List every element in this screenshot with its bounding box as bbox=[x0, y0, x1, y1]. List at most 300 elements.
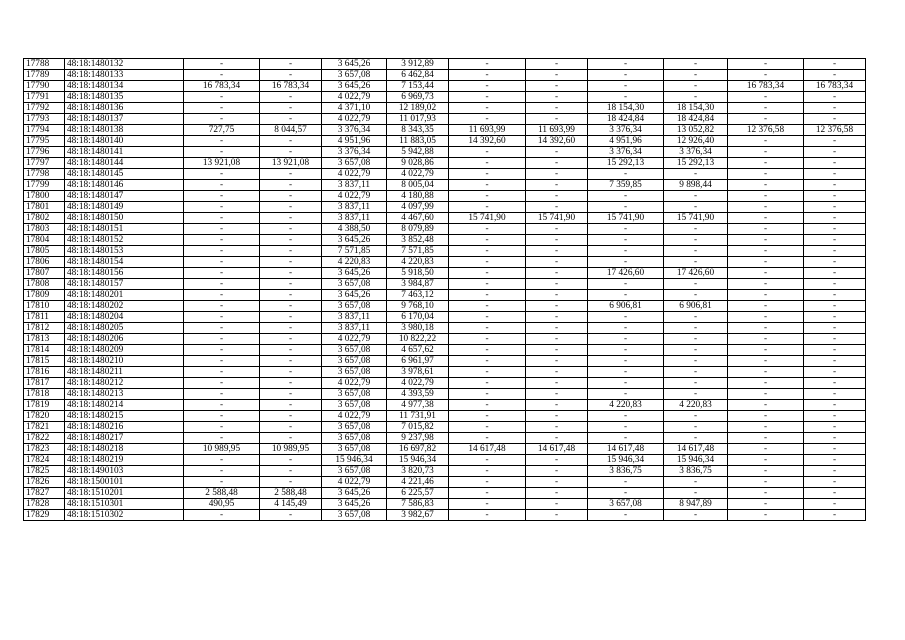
table-cell: - bbox=[804, 246, 866, 257]
table-cell: - bbox=[804, 400, 866, 411]
table-row bbox=[24, 257, 866, 268]
table-cell: - bbox=[804, 180, 866, 191]
table-cell: - bbox=[260, 433, 322, 444]
table-row bbox=[24, 158, 866, 169]
table-cell: - bbox=[449, 400, 526, 411]
table-cell: 17826 bbox=[24, 477, 65, 488]
table-cell: 16 697,82 bbox=[387, 444, 449, 455]
table-cell: 17823 bbox=[24, 444, 65, 455]
table-cell: - bbox=[728, 444, 804, 455]
table-row bbox=[24, 378, 866, 389]
table-cell: 48:18:1480134 bbox=[65, 81, 184, 92]
table-cell: 18 154,30 bbox=[664, 103, 728, 114]
table-cell: 7 153,44 bbox=[387, 81, 449, 92]
table-cell: 4 371,10 bbox=[322, 103, 387, 114]
table-row bbox=[24, 389, 866, 400]
table-cell: - bbox=[449, 356, 526, 367]
table-cell: - bbox=[449, 367, 526, 378]
table-cell: - bbox=[260, 169, 322, 180]
table-cell: - bbox=[804, 411, 866, 422]
table-row bbox=[24, 213, 866, 224]
table-row bbox=[24, 246, 866, 257]
table-cell: 17 426,60 bbox=[588, 268, 664, 279]
table-cell: - bbox=[260, 246, 322, 257]
table-row bbox=[24, 477, 866, 488]
table-cell: 3 836,75 bbox=[588, 466, 664, 477]
table-cell: - bbox=[664, 389, 728, 400]
table-cell: - bbox=[804, 103, 866, 114]
table-cell: 17794 bbox=[24, 125, 65, 136]
table-cell: 14 617,48 bbox=[526, 444, 588, 455]
table-cell: 6 906,81 bbox=[588, 301, 664, 312]
table-cell: - bbox=[664, 367, 728, 378]
table-row bbox=[24, 147, 866, 158]
table-cell: - bbox=[588, 367, 664, 378]
table-cell: 17829 bbox=[24, 510, 65, 521]
table-cell: - bbox=[260, 224, 322, 235]
table-cell: - bbox=[184, 257, 260, 268]
table-cell: - bbox=[260, 202, 322, 213]
table-row bbox=[24, 81, 866, 92]
table-cell: - bbox=[804, 114, 866, 125]
table-cell: - bbox=[804, 59, 866, 70]
table-cell: - bbox=[804, 301, 866, 312]
table-cell: - bbox=[184, 180, 260, 191]
table-cell: - bbox=[664, 70, 728, 81]
table-cell: 17813 bbox=[24, 334, 65, 345]
table-row bbox=[24, 235, 866, 246]
table-cell: 48:18:1480156 bbox=[65, 268, 184, 279]
table-cell: 15 292,13 bbox=[588, 158, 664, 169]
table-cell: 48:18:1480209 bbox=[65, 345, 184, 356]
table-cell: 48:18:1480145 bbox=[65, 169, 184, 180]
data-table bbox=[23, 58, 866, 521]
table-cell: - bbox=[260, 103, 322, 114]
table-cell: 6 961,97 bbox=[387, 356, 449, 367]
table-cell: - bbox=[804, 334, 866, 345]
table-cell: - bbox=[449, 180, 526, 191]
table-cell: - bbox=[728, 356, 804, 367]
table-cell: - bbox=[449, 334, 526, 345]
table-cell: - bbox=[588, 411, 664, 422]
table-cell: - bbox=[260, 92, 322, 103]
table-cell: - bbox=[588, 246, 664, 257]
table-cell: - bbox=[728, 367, 804, 378]
table-cell: - bbox=[526, 433, 588, 444]
table-cell: 4 388,50 bbox=[322, 224, 387, 235]
table-cell: - bbox=[526, 323, 588, 334]
table-cell: - bbox=[449, 202, 526, 213]
table-cell: - bbox=[728, 70, 804, 81]
table-cell: 4 022,79 bbox=[322, 334, 387, 345]
table-cell: - bbox=[728, 257, 804, 268]
table-cell: 3 657,08 bbox=[322, 367, 387, 378]
table-cell: - bbox=[664, 411, 728, 422]
table-cell: - bbox=[804, 455, 866, 466]
table-cell: - bbox=[728, 477, 804, 488]
table-cell: 48:18:1480140 bbox=[65, 136, 184, 147]
table-cell: 4 221,46 bbox=[387, 477, 449, 488]
table-row bbox=[24, 301, 866, 312]
table-cell: - bbox=[804, 213, 866, 224]
table-cell: - bbox=[664, 356, 728, 367]
table-cell: - bbox=[260, 334, 322, 345]
table-cell: 4 022,79 bbox=[322, 92, 387, 103]
table-cell: - bbox=[588, 312, 664, 323]
table-cell: 15 946,34 bbox=[588, 455, 664, 466]
table-cell: - bbox=[804, 235, 866, 246]
table-cell: 48:18:1480212 bbox=[65, 378, 184, 389]
table-cell: 14 617,48 bbox=[664, 444, 728, 455]
table-cell: 3 912,89 bbox=[387, 59, 449, 70]
table-cell: 17803 bbox=[24, 224, 65, 235]
table-cell: 3 978,61 bbox=[387, 367, 449, 378]
table-cell: - bbox=[728, 301, 804, 312]
table-cell: 9 237,98 bbox=[387, 433, 449, 444]
table-row bbox=[24, 136, 866, 147]
table-cell: - bbox=[728, 268, 804, 279]
table-row bbox=[24, 400, 866, 411]
table-cell: - bbox=[184, 510, 260, 521]
table-cell: 48:18:1480137 bbox=[65, 114, 184, 125]
table-cell: 3 984,87 bbox=[387, 279, 449, 290]
table-cell: - bbox=[449, 158, 526, 169]
table-cell: - bbox=[449, 103, 526, 114]
table-cell: 4 220,83 bbox=[664, 400, 728, 411]
table-cell: - bbox=[260, 510, 322, 521]
table-cell: - bbox=[260, 279, 322, 290]
table-cell: 48:18:1480202 bbox=[65, 301, 184, 312]
table-cell: 48:18:1480141 bbox=[65, 147, 184, 158]
table-cell: 9 898,44 bbox=[664, 180, 728, 191]
table-cell: - bbox=[728, 323, 804, 334]
table-cell: - bbox=[184, 455, 260, 466]
table-cell: - bbox=[449, 224, 526, 235]
table-cell: - bbox=[526, 510, 588, 521]
table-cell: - bbox=[664, 191, 728, 202]
table-cell: - bbox=[588, 202, 664, 213]
table-cell: - bbox=[449, 323, 526, 334]
table-row bbox=[24, 290, 866, 301]
table-cell: - bbox=[260, 378, 322, 389]
table-cell: - bbox=[664, 202, 728, 213]
table-cell: - bbox=[526, 499, 588, 510]
table-row bbox=[24, 202, 866, 213]
table-cell: - bbox=[728, 378, 804, 389]
table-cell: 48:18:1480216 bbox=[65, 422, 184, 433]
table-cell: - bbox=[184, 147, 260, 158]
table-cell: 48:18:1480206 bbox=[65, 334, 184, 345]
table-cell: - bbox=[260, 136, 322, 147]
table-cell: 3 982,67 bbox=[387, 510, 449, 521]
table-cell: - bbox=[728, 389, 804, 400]
table-cell: - bbox=[449, 488, 526, 499]
table-cell: - bbox=[804, 389, 866, 400]
table-cell: - bbox=[184, 114, 260, 125]
table-cell: - bbox=[260, 323, 322, 334]
table-cell: - bbox=[588, 279, 664, 290]
table-cell: 12 189,02 bbox=[387, 103, 449, 114]
table-cell: 15 292,13 bbox=[664, 158, 728, 169]
table-cell: 48:18:1480133 bbox=[65, 70, 184, 81]
table-cell: - bbox=[588, 510, 664, 521]
table-cell: 14 392,60 bbox=[449, 136, 526, 147]
table-cell: - bbox=[804, 312, 866, 323]
table-cell: 3 837,11 bbox=[322, 202, 387, 213]
table-cell: - bbox=[526, 488, 588, 499]
table-cell: 13 921,08 bbox=[184, 158, 260, 169]
table-cell: 48:18:1510301 bbox=[65, 499, 184, 510]
table-cell: - bbox=[526, 356, 588, 367]
table-cell: - bbox=[526, 422, 588, 433]
table-cell: - bbox=[728, 114, 804, 125]
table-cell: - bbox=[804, 356, 866, 367]
table-cell: - bbox=[449, 312, 526, 323]
table-cell: - bbox=[804, 466, 866, 477]
table-cell: - bbox=[184, 235, 260, 246]
table-cell: 48:18:1480154 bbox=[65, 257, 184, 268]
table-cell: - bbox=[804, 202, 866, 213]
table-cell: - bbox=[449, 290, 526, 301]
table-cell: - bbox=[728, 103, 804, 114]
table-cell: - bbox=[804, 169, 866, 180]
table-cell: - bbox=[260, 356, 322, 367]
table-cell: - bbox=[804, 92, 866, 103]
table-row bbox=[24, 59, 866, 70]
table-cell: 15 741,90 bbox=[526, 213, 588, 224]
table-cell: - bbox=[260, 422, 322, 433]
table-cell: - bbox=[184, 422, 260, 433]
table-cell: - bbox=[526, 301, 588, 312]
table-cell: - bbox=[804, 257, 866, 268]
table-cell: - bbox=[728, 488, 804, 499]
table-cell: - bbox=[260, 477, 322, 488]
table-cell: 4 657,62 bbox=[387, 345, 449, 356]
table-cell: - bbox=[588, 59, 664, 70]
table-cell: 8 343,35 bbox=[387, 125, 449, 136]
table-row bbox=[24, 356, 866, 367]
table-cell: 17809 bbox=[24, 290, 65, 301]
table-cell: 5 942,88 bbox=[387, 147, 449, 158]
table-cell: - bbox=[184, 279, 260, 290]
table-cell: - bbox=[184, 268, 260, 279]
table-cell: 48:18:1480217 bbox=[65, 433, 184, 444]
table-cell: - bbox=[804, 290, 866, 301]
table-cell: - bbox=[526, 257, 588, 268]
table-cell: 4 022,79 bbox=[322, 477, 387, 488]
table-cell: - bbox=[260, 411, 322, 422]
table-cell: - bbox=[449, 466, 526, 477]
table-cell: - bbox=[184, 356, 260, 367]
table-cell: 17795 bbox=[24, 136, 65, 147]
table-cell: 17799 bbox=[24, 180, 65, 191]
table-cell: - bbox=[526, 81, 588, 92]
table-row bbox=[24, 345, 866, 356]
table-row bbox=[24, 191, 866, 202]
table-cell: - bbox=[664, 488, 728, 499]
table-cell: 4 180,88 bbox=[387, 191, 449, 202]
table-cell: - bbox=[449, 499, 526, 510]
table-cell: 3 657,08 bbox=[322, 422, 387, 433]
table-cell: 10 989,95 bbox=[184, 444, 260, 455]
table-cell: 3 376,34 bbox=[588, 125, 664, 136]
table-cell: - bbox=[728, 279, 804, 290]
table-cell: - bbox=[260, 345, 322, 356]
table-cell: 17 426,60 bbox=[664, 268, 728, 279]
table-cell: - bbox=[728, 455, 804, 466]
table-cell: 9 768,10 bbox=[387, 301, 449, 312]
table-cell: - bbox=[449, 433, 526, 444]
table-cell: 48:18:1480201 bbox=[65, 290, 184, 301]
table-cell: - bbox=[804, 158, 866, 169]
table-cell: - bbox=[184, 59, 260, 70]
table-cell: 17811 bbox=[24, 312, 65, 323]
table-cell: 3 376,34 bbox=[664, 147, 728, 158]
table-row bbox=[24, 411, 866, 422]
table-cell: 14 392,60 bbox=[526, 136, 588, 147]
table-cell: 15 946,34 bbox=[664, 455, 728, 466]
table-cell: 8 044,57 bbox=[260, 125, 322, 136]
table-cell: - bbox=[804, 279, 866, 290]
table-cell: 17808 bbox=[24, 279, 65, 290]
table-cell: 3 657,08 bbox=[322, 70, 387, 81]
table-cell: - bbox=[184, 169, 260, 180]
table-cell: 17788 bbox=[24, 59, 65, 70]
table-cell: 48:18:1490103 bbox=[65, 466, 184, 477]
table-cell: 4 097,99 bbox=[387, 202, 449, 213]
table-cell: 48:18:1480210 bbox=[65, 356, 184, 367]
table-cell: - bbox=[449, 411, 526, 422]
table-cell: - bbox=[588, 356, 664, 367]
table-cell: 7 359,85 bbox=[588, 180, 664, 191]
table-cell: 17796 bbox=[24, 147, 65, 158]
table-cell: - bbox=[728, 213, 804, 224]
table-cell: 8 947,89 bbox=[664, 499, 728, 510]
table-cell: 13 921,08 bbox=[260, 158, 322, 169]
table-cell: - bbox=[804, 191, 866, 202]
table-cell: - bbox=[588, 433, 664, 444]
table-cell: - bbox=[664, 92, 728, 103]
table-cell: 3 837,11 bbox=[322, 323, 387, 334]
table-cell: 48:18:1480146 bbox=[65, 180, 184, 191]
table-cell: 3 657,08 bbox=[322, 158, 387, 169]
table-cell: 3 657,08 bbox=[322, 444, 387, 455]
table-cell: - bbox=[588, 488, 664, 499]
table-row bbox=[24, 312, 866, 323]
table-cell: 11 883,05 bbox=[387, 136, 449, 147]
table-cell: - bbox=[526, 345, 588, 356]
table-cell: 17814 bbox=[24, 345, 65, 356]
table-cell: 3 657,08 bbox=[322, 301, 387, 312]
table-cell: 48:18:1480138 bbox=[65, 125, 184, 136]
table-cell: - bbox=[588, 345, 664, 356]
table-cell: - bbox=[184, 433, 260, 444]
table-cell: 48:18:1480219 bbox=[65, 455, 184, 466]
table-row bbox=[24, 114, 866, 125]
table-cell: - bbox=[184, 290, 260, 301]
table-cell: - bbox=[588, 257, 664, 268]
table-cell: 48:18:1480147 bbox=[65, 191, 184, 202]
table-cell: - bbox=[260, 455, 322, 466]
table-cell: - bbox=[184, 400, 260, 411]
table-cell: - bbox=[184, 70, 260, 81]
table-cell: - bbox=[728, 202, 804, 213]
table-cell: - bbox=[184, 224, 260, 235]
table-cell: - bbox=[664, 477, 728, 488]
table-cell: 17819 bbox=[24, 400, 65, 411]
table-cell: - bbox=[804, 224, 866, 235]
table-cell: - bbox=[526, 70, 588, 81]
table-cell: - bbox=[526, 455, 588, 466]
table-cell: 48:18:1480144 bbox=[65, 158, 184, 169]
table-cell: 3 657,08 bbox=[322, 466, 387, 477]
table-cell: - bbox=[664, 59, 728, 70]
table-cell: - bbox=[184, 202, 260, 213]
table-cell: 4 022,79 bbox=[322, 411, 387, 422]
table-cell: 48:18:1480151 bbox=[65, 224, 184, 235]
table-cell: - bbox=[728, 312, 804, 323]
table-cell: 16 783,34 bbox=[804, 81, 866, 92]
table-cell: 12 926,40 bbox=[664, 136, 728, 147]
table-row bbox=[24, 279, 866, 290]
table-cell: 4 467,60 bbox=[387, 213, 449, 224]
table-row bbox=[24, 323, 866, 334]
table-cell: 48:18:1480204 bbox=[65, 312, 184, 323]
table-cell: - bbox=[184, 345, 260, 356]
table-cell: - bbox=[184, 323, 260, 334]
table-cell: - bbox=[526, 92, 588, 103]
table-cell: 7 571,85 bbox=[387, 246, 449, 257]
table-cell: 3 837,11 bbox=[322, 180, 387, 191]
table-cell: 3 645,26 bbox=[322, 81, 387, 92]
table-cell: - bbox=[728, 158, 804, 169]
table-cell: - bbox=[260, 147, 322, 158]
table-row bbox=[24, 169, 866, 180]
table-cell: 3 657,08 bbox=[322, 279, 387, 290]
table-cell: - bbox=[728, 466, 804, 477]
table-row bbox=[24, 92, 866, 103]
table-cell: 17817 bbox=[24, 378, 65, 389]
table-cell: 4 022,79 bbox=[322, 169, 387, 180]
table-cell: - bbox=[588, 290, 664, 301]
table-cell: - bbox=[728, 400, 804, 411]
table-cell: - bbox=[664, 312, 728, 323]
table-cell: - bbox=[260, 312, 322, 323]
table-cell: 48:18:1480214 bbox=[65, 400, 184, 411]
table-cell: - bbox=[260, 180, 322, 191]
table-cell: 3 645,26 bbox=[322, 499, 387, 510]
table-cell: - bbox=[728, 433, 804, 444]
table-cell: 3 645,26 bbox=[322, 488, 387, 499]
table-cell: 15 741,90 bbox=[664, 213, 728, 224]
table-cell: 18 424,84 bbox=[588, 114, 664, 125]
table-cell: - bbox=[526, 169, 588, 180]
table-cell: - bbox=[728, 334, 804, 345]
table-cell: 17801 bbox=[24, 202, 65, 213]
table-cell: 3 645,26 bbox=[322, 268, 387, 279]
table-cell: - bbox=[449, 389, 526, 400]
table-cell: - bbox=[449, 114, 526, 125]
table-cell: - bbox=[526, 235, 588, 246]
table-row bbox=[24, 268, 866, 279]
table-cell: 3 657,08 bbox=[322, 400, 387, 411]
table-cell: - bbox=[664, 257, 728, 268]
table-cell: - bbox=[588, 323, 664, 334]
table-cell: - bbox=[728, 235, 804, 246]
table-cell: 15 946,34 bbox=[387, 455, 449, 466]
table-cell: - bbox=[728, 411, 804, 422]
table-cell: - bbox=[184, 92, 260, 103]
